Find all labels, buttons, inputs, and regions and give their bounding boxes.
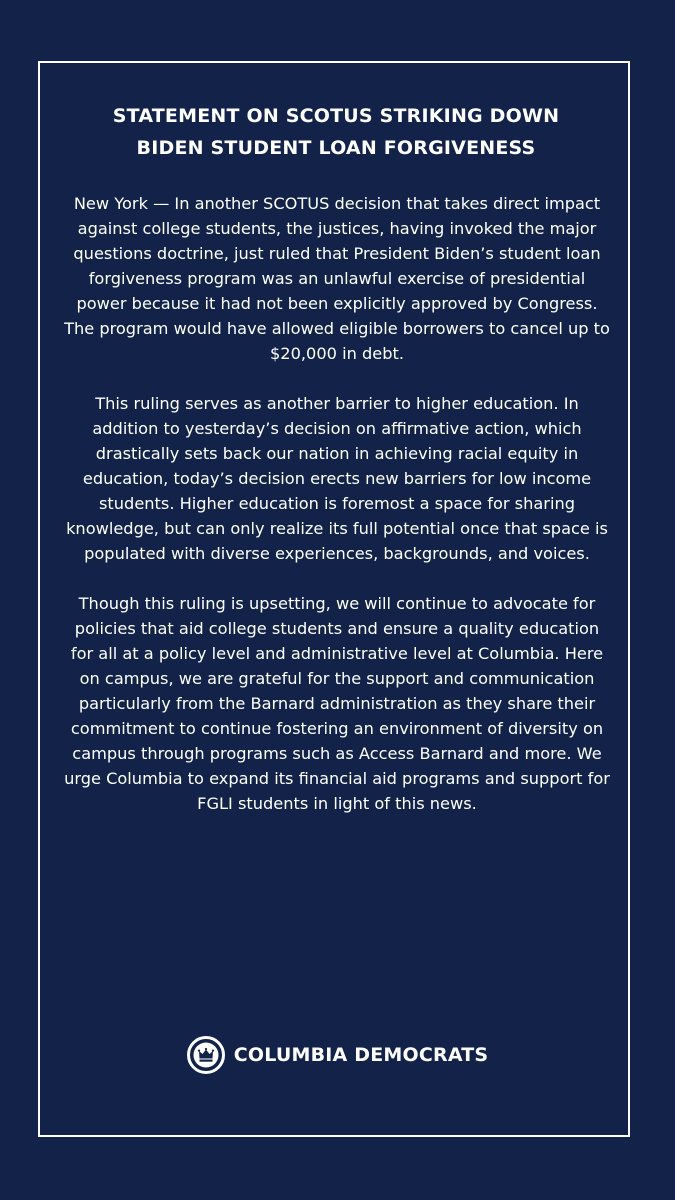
paragraph-3: Though this ruling is upsetting, we will continue to advocate for policies that aid college students and ensure a quality education for all at a policy level and administrative level at Columbia. Here on campus, we are grateful for the support and communication particularly from the Barnard administration as they share their commitment to continue fostering an environment of diversity on campus through programs such as Access Barnard and more. We urge Columbia to expand its financial aid programs and support for FGLI students in light of this news.	[64, 594, 610, 813]
title-line-2: BIDEN STUDENT LOAN FORGIVENESS	[136, 137, 536, 159]
statement-title	[40, 100, 632, 164]
title-line-1: STATEMENT ON SCOTUS STRIKING DOWN	[112, 105, 560, 127]
paragraph-2: This ruling serves as another barrier to higher education. In addition to yesterday’s decision on affirmative action, which drastically sets back our nation in achieving racial equity in education, today’s decision erects new barriers for low income students. Higher education is foremost a space for sharing knowledge, but can only realize its full potential once that space is populated with diverse experiences, backgrounds, and voices.	[66, 394, 608, 563]
organization-name: COLUMBIA DEMOCRATS	[233, 1044, 489, 1066]
crown-logo-icon	[187, 1036, 225, 1074]
statement-body	[62, 191, 612, 816]
paragraph-1: New York — In another SCOTUS decision that takes direct impact against college students, the justices, having invoked the major questions doctrine, just ruled that President Biden’s student loan forgiveness program was an unlawful exercise of presidential power because it had not been explicitly approved by Congress. The program would have allowed eligible borrowers to cancel up to $20,000 in debt.	[64, 194, 610, 363]
columbia-democrats-logo	[0, 1036, 675, 1074]
